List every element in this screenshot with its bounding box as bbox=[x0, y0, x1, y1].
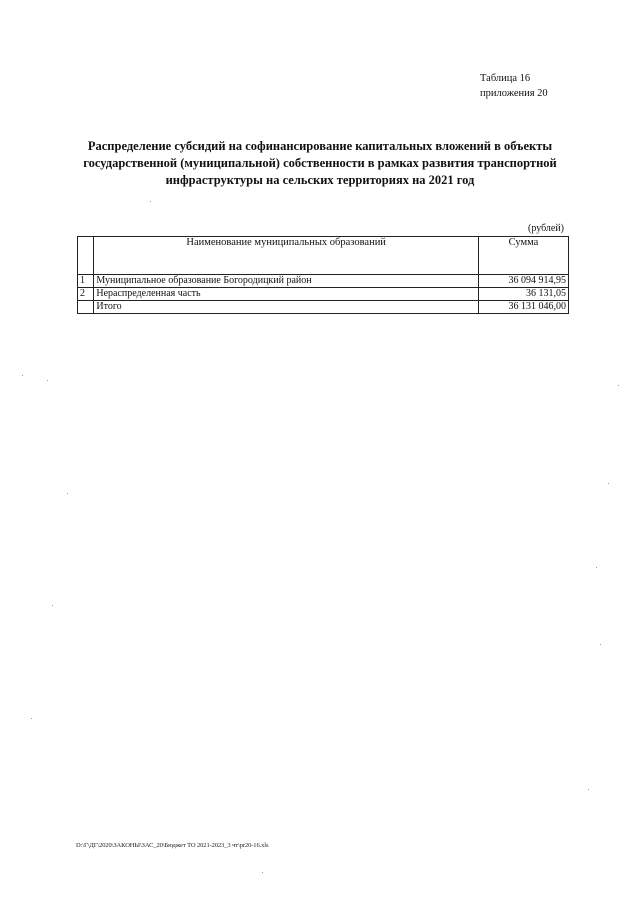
appendix-number: приложения 20 bbox=[480, 88, 548, 99]
header-name: Наименование муниципальных образований bbox=[94, 237, 479, 275]
subsidy-table bbox=[77, 236, 569, 314]
document-title bbox=[60, 138, 580, 189]
row-num: 2 bbox=[78, 288, 94, 301]
scan-speck bbox=[52, 605, 53, 606]
row-num bbox=[78, 301, 94, 314]
scan-speck bbox=[618, 385, 619, 386]
row-name: Нераспределенная часть bbox=[94, 288, 479, 301]
title-line-1: Распределение субсидий на софинансирование капитальных вложений в объекты bbox=[87, 139, 553, 153]
title-line-2: государственной (муниципальной) собственности в рамках развития транспортной bbox=[83, 156, 557, 170]
row-name: Итого bbox=[94, 301, 479, 314]
table-header-row bbox=[78, 237, 569, 275]
scan-speck bbox=[31, 718, 32, 719]
table-total-row bbox=[78, 301, 569, 314]
header-num bbox=[78, 237, 94, 275]
scan-speck bbox=[262, 872, 263, 873]
row-name: Муниципальное образование Богородицкий район bbox=[94, 275, 479, 288]
scan-speck bbox=[150, 201, 151, 202]
table-number: Таблица 16 bbox=[480, 73, 531, 84]
row-sum: 36 131,05 bbox=[478, 288, 568, 301]
scan-speck bbox=[47, 380, 48, 381]
scan-speck bbox=[596, 567, 597, 568]
scan-speck bbox=[22, 375, 23, 376]
table-row bbox=[78, 288, 569, 301]
row-num: 1 bbox=[78, 275, 94, 288]
table-reference bbox=[480, 71, 548, 101]
table-row bbox=[78, 275, 569, 288]
scan-speck bbox=[600, 644, 601, 645]
units-label: (рублей) bbox=[528, 223, 565, 234]
row-sum: 36 131 046,00 bbox=[478, 301, 568, 314]
row-sum: 36 094 914,95 bbox=[478, 275, 568, 288]
scan-speck bbox=[588, 789, 589, 790]
scan-speck bbox=[608, 483, 609, 484]
header-sum: Сумма bbox=[478, 237, 568, 275]
scan-speck bbox=[67, 493, 68, 494]
title-line-3: инфраструктуры на сельских территориях на 2021 год bbox=[165, 173, 475, 187]
file-path-footer: D:\Г\ДГ\2020\ЗАКОНЫ\ЗАС_20\Бюджет ТО 2021-2023_3 чт\pr20-16.xls bbox=[76, 842, 269, 849]
